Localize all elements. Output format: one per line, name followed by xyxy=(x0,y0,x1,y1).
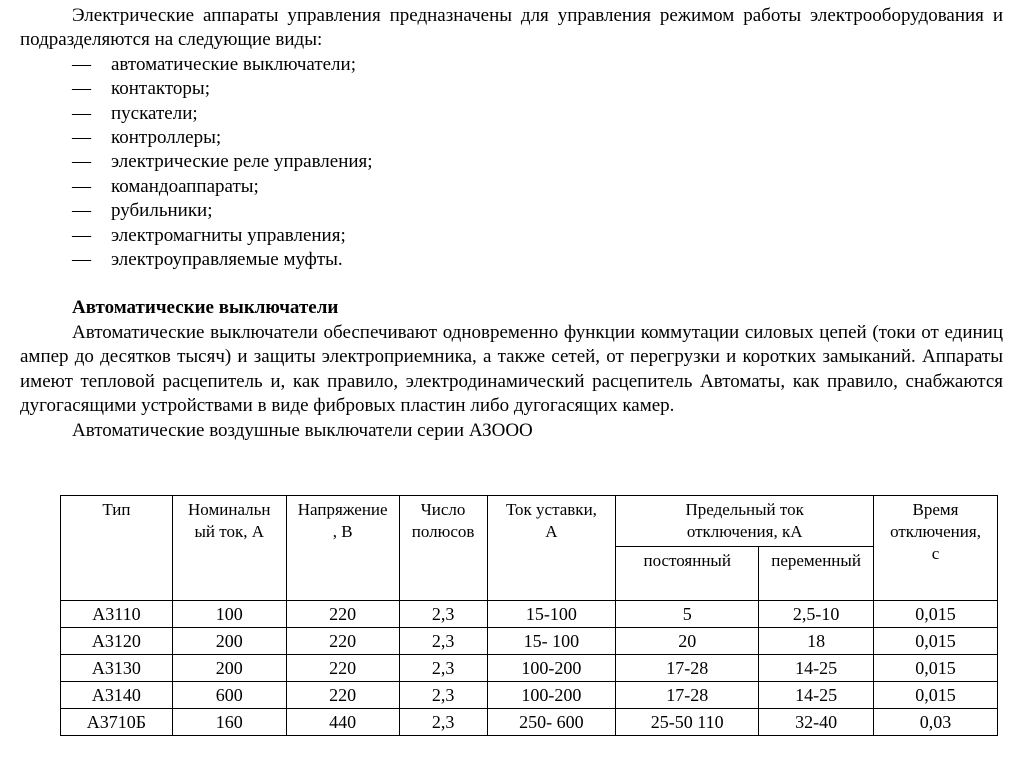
section-paragraph: Автоматические выключатели обеспечивают одновременно функции коммутации силовых цепей (токи от единиц ампер до десятков тысяч) и защиты электроприемника, а также сетей, от перегрузки и коротких замыканий. Аппараты имеют тепловой расцепитель и, как правило, электродинамический расцепитель Автоматы, как правило, снабжаются дугогасящими устройствами в виде фибровых пластин либо дугогасящих камер. xyxy=(20,321,1003,417)
cell-time: 0,015 xyxy=(874,601,998,628)
cell-dc: 17-28 xyxy=(616,682,759,709)
list-item xyxy=(20,248,1003,272)
cell-type: А3710Б xyxy=(61,709,173,736)
cell-type: А3120 xyxy=(61,628,173,655)
list-dash: — xyxy=(72,53,91,75)
cell-nominal-current: 100 xyxy=(172,601,286,628)
list-item xyxy=(20,175,1003,199)
header-breaking-current xyxy=(616,496,874,547)
list-item xyxy=(20,150,1003,174)
cell-dc: 17-28 xyxy=(616,655,759,682)
list-item-text: контроллеры; xyxy=(111,127,222,149)
cell-poles: 2,3 xyxy=(399,628,487,655)
header-time xyxy=(874,496,998,601)
cell-voltage: 440 xyxy=(286,709,399,736)
header-line: отключения, xyxy=(890,522,981,541)
header-type-label: Тип xyxy=(102,500,131,519)
cell-type: А3110 xyxy=(61,601,173,628)
header-ac-label: переменный xyxy=(771,551,861,570)
section-heading: Автоматические выключатели xyxy=(72,297,339,319)
table-row xyxy=(61,601,998,628)
list-dash: — xyxy=(72,175,91,197)
list-item-text: пускатели; xyxy=(111,102,198,124)
cell-type: А3130 xyxy=(61,655,173,682)
header-line: ый ток, А xyxy=(194,522,265,541)
list-item-text: электроуправляемые муфты. xyxy=(111,249,343,271)
header-poles xyxy=(399,496,487,601)
table-row xyxy=(61,709,998,736)
cell-time: 0,03 xyxy=(874,709,998,736)
list-dash: — xyxy=(72,127,91,149)
header-type xyxy=(61,496,173,601)
table-header-row xyxy=(61,496,998,547)
header-line: А xyxy=(545,522,558,541)
list-dash: — xyxy=(72,200,91,222)
list-dash: — xyxy=(72,249,91,271)
table-row xyxy=(61,655,998,682)
list-item-text: электромагниты управления; xyxy=(111,224,346,246)
list-item-text: командоаппараты; xyxy=(111,175,259,197)
header-line: Номинальн xyxy=(188,500,271,519)
document-page xyxy=(20,4,1003,443)
cell-nominal-current: 600 xyxy=(172,682,286,709)
cell-nominal-current: 200 xyxy=(172,655,286,682)
intro-paragraph: Электрические аппараты управления предназначены для управления режимом работы электрооборудования и подразделяются на следующие виды: xyxy=(20,5,1003,51)
cell-voltage: 220 xyxy=(286,601,399,628)
cell-dc: 25-50 110 xyxy=(616,709,759,736)
cell-setting-current: 100-200 xyxy=(487,682,616,709)
list-dash: — xyxy=(72,78,91,100)
list-item-text: рубильники; xyxy=(111,200,213,222)
cell-setting-current: 100-200 xyxy=(487,655,616,682)
cell-nominal-current: 160 xyxy=(172,709,286,736)
header-nominal-current xyxy=(172,496,286,601)
table-row xyxy=(61,682,998,709)
list-item xyxy=(20,126,1003,150)
header-dc-label: постоянный xyxy=(643,551,731,570)
cell-ac: 14-25 xyxy=(759,682,874,709)
header-line: отключения, кА xyxy=(686,522,803,541)
list-item-text: электрические реле управления; xyxy=(111,151,373,173)
list-dash: — xyxy=(72,102,91,124)
cell-ac: 2,5-10 xyxy=(759,601,874,628)
table-row xyxy=(61,628,998,655)
apparatus-type-list xyxy=(20,53,1003,273)
list-item xyxy=(20,199,1003,223)
cell-poles: 2,3 xyxy=(399,709,487,736)
header-line: полюсов xyxy=(411,522,475,541)
cell-dc: 20 xyxy=(616,628,759,655)
breaker-spec-table xyxy=(60,495,998,736)
list-item xyxy=(20,53,1003,77)
header-line: Ток уставки, xyxy=(505,500,597,519)
cell-poles: 2,3 xyxy=(399,682,487,709)
cell-setting-current: 15- 100 xyxy=(487,628,616,655)
cell-ac: 32-40 xyxy=(759,709,874,736)
cell-voltage: 220 xyxy=(286,682,399,709)
header-setting-current xyxy=(487,496,616,601)
series-caption: Автоматические воздушные выключатели серии АЗООО xyxy=(72,419,533,441)
list-item-text: контакторы; xyxy=(111,78,210,100)
list-dash: — xyxy=(72,224,91,246)
cell-poles: 2,3 xyxy=(399,655,487,682)
cell-time: 0,015 xyxy=(874,655,998,682)
cell-voltage: 220 xyxy=(286,655,399,682)
cell-ac: 14-25 xyxy=(759,655,874,682)
cell-dc: 5 xyxy=(616,601,759,628)
cell-poles: 2,3 xyxy=(399,601,487,628)
header-voltage xyxy=(286,496,399,601)
cell-time: 0,015 xyxy=(874,628,998,655)
section-spacer xyxy=(20,272,1003,296)
cell-setting-current: 15-100 xyxy=(487,601,616,628)
header-line: Число xyxy=(420,500,466,519)
header-line: с xyxy=(931,544,940,563)
header-line: Предельный ток xyxy=(685,500,804,519)
header-ac xyxy=(759,547,874,601)
cell-time: 0,015 xyxy=(874,682,998,709)
list-item-text: автоматические выключатели; xyxy=(111,53,356,75)
header-line: Напряжение xyxy=(297,500,388,519)
list-dash: — xyxy=(72,151,91,173)
cell-type: А3140 xyxy=(61,682,173,709)
list-item xyxy=(20,102,1003,126)
cell-nominal-current: 200 xyxy=(172,628,286,655)
header-dc xyxy=(616,547,759,601)
list-item xyxy=(20,77,1003,101)
cell-ac: 18 xyxy=(759,628,874,655)
header-line: Время xyxy=(912,500,959,519)
cell-voltage: 220 xyxy=(286,628,399,655)
header-line: , В xyxy=(332,522,353,541)
cell-setting-current: 250- 600 xyxy=(487,709,616,736)
list-item xyxy=(20,224,1003,248)
